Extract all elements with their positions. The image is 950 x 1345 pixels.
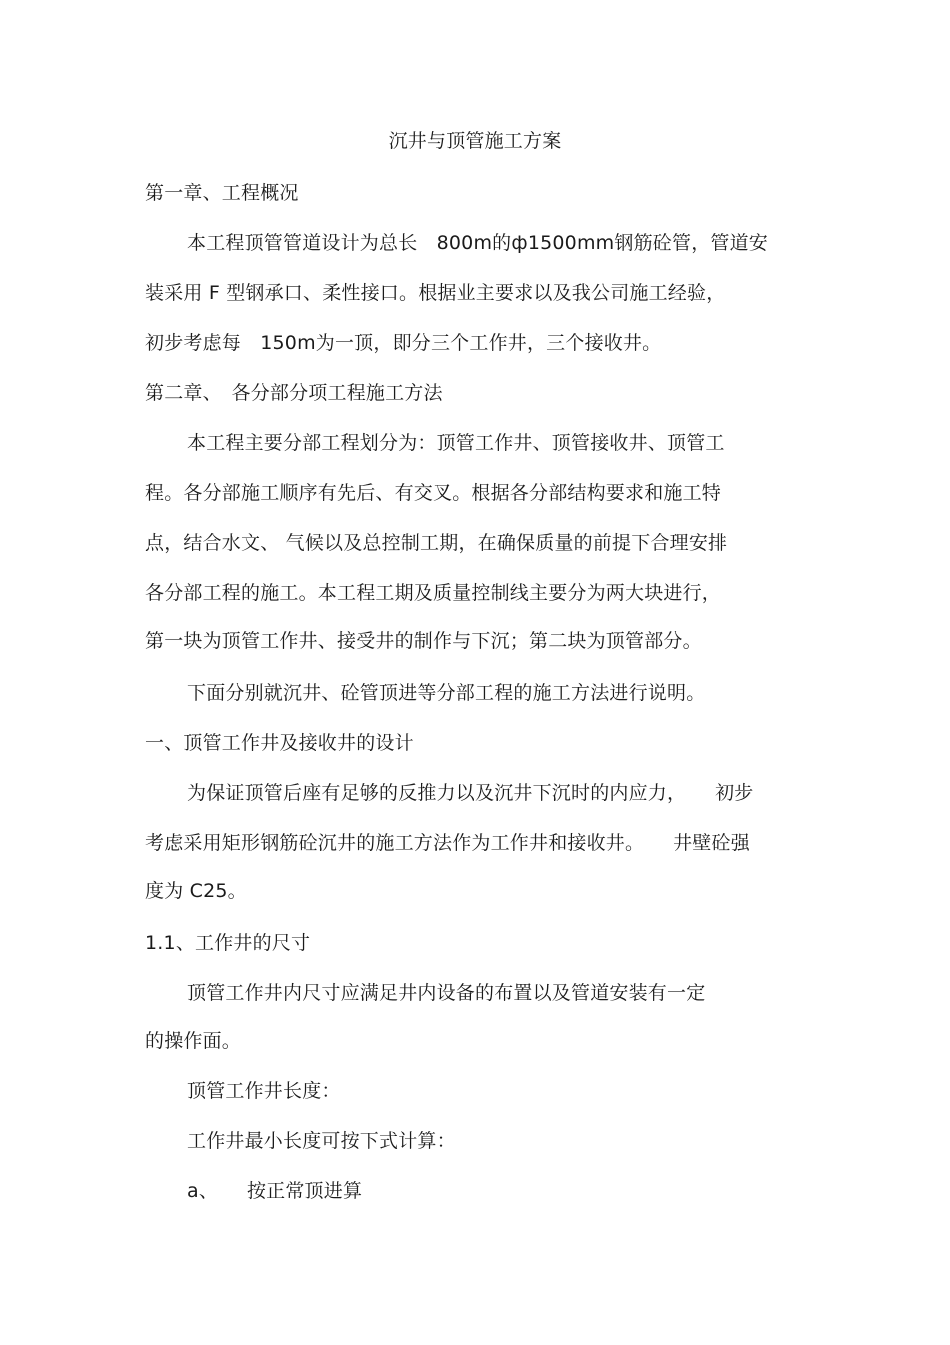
paragraph-line: 度为 C25。 xyxy=(145,880,247,902)
paragraph-line: 程。各分部施工顺序有先后、有交叉。根据各分部结构要求和施工特 xyxy=(145,482,722,504)
paragraph-line: 第一块为顶管工作井、接受井的制作与下沉；第二块为顶管部分。 xyxy=(145,630,702,652)
paragraph-line: 的操作面。 xyxy=(145,1030,242,1052)
paragraph-line: 下面分别就沉井、砼管顶进等分部工程的施工方法进行说明。 xyxy=(187,682,706,704)
paragraph-line: 本工程主要分部工程划分为：顶管工作井、顶管接收井、顶管工 xyxy=(187,432,725,454)
paragraph-line: 本工程顶管管道设计为总长 800m的ф1500mm钢筋砼管，管道安 xyxy=(187,232,768,254)
chapter-heading-1: 第一章、工程概况 xyxy=(145,182,299,204)
paragraph-line: 点，结合水文、 气候以及总控制工期，在确保质量的前提下合理安排 xyxy=(145,532,728,554)
paragraph-line: 为保证顶管后座有足够的反推力以及沉井下沉时的内应力， 初步 xyxy=(187,782,754,804)
list-item-a: a、 按正常顶进算 xyxy=(187,1180,363,1202)
paragraph-line: 工作井最小长度可按下式计算： xyxy=(187,1130,456,1152)
paragraph-line: 顶管工作井内尺寸应满足井内设备的布置以及管道安装有一定 xyxy=(187,982,706,1004)
section-heading-1: 一、顶管工作井及接收井的设计 xyxy=(145,732,414,754)
paragraph-line: 考虑采用矩形钢筋砼沉井的施工方法作为工作井和接收井。 井壁砼强 xyxy=(145,832,750,854)
paragraph-line: 顶管工作井长度： xyxy=(187,1080,341,1102)
chapter-heading-2: 第二章、 各分部分项工程施工方法 xyxy=(145,382,443,404)
paragraph-line: 各分部工程的施工。本工程工期及质量控制线主要分为两大块进行， xyxy=(145,582,722,604)
document-title: 沉井与顶管施工方案 xyxy=(388,130,562,152)
paragraph-line: 初步考虑每 150m为一顶，即分三个工作井，三个接收井。 xyxy=(145,332,662,354)
subsection-heading-1-1: 1.1、工作井的尺寸 xyxy=(145,932,311,954)
paragraph-line: 装采用 F 型钢承口、柔性接口。根据业主要求以及我公司施工经验， xyxy=(145,282,726,304)
